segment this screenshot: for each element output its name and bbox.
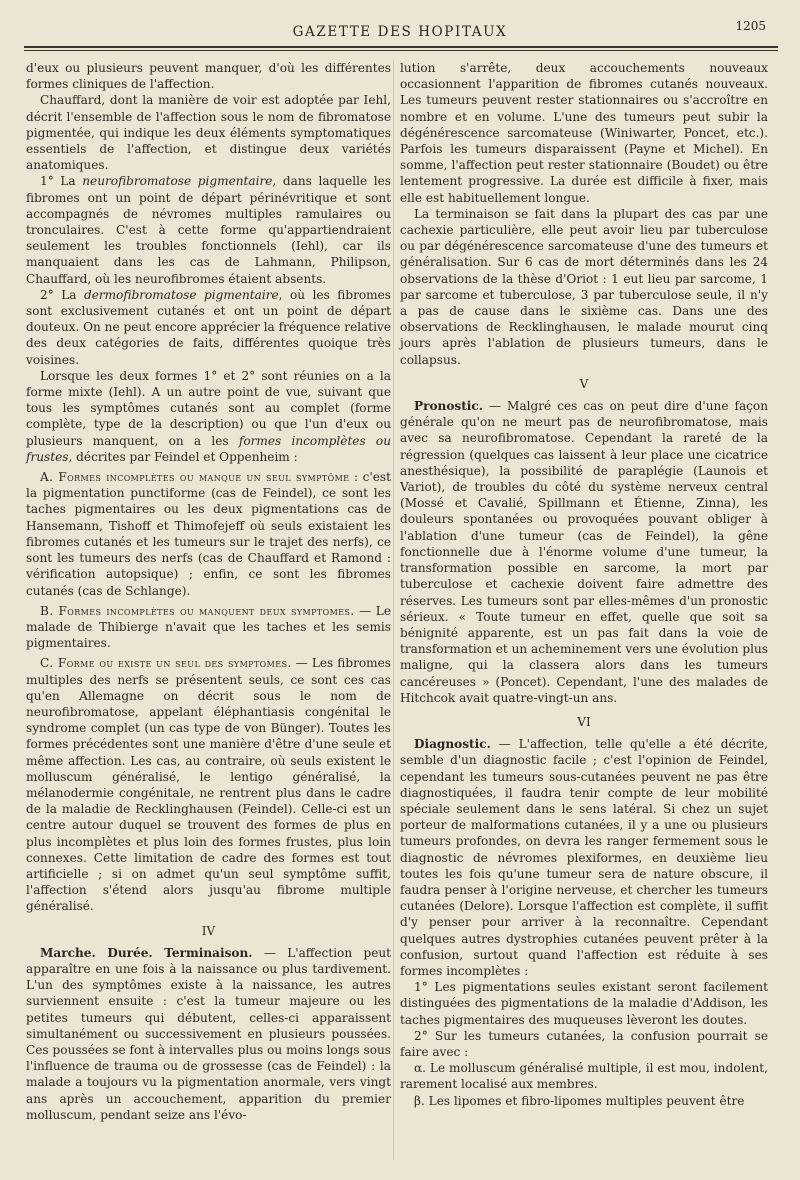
paragraph: 1° Les pigmentations seules existant seront facilement distinguées des pigmentations de la maladie d'Addison, les taches pigmentaires des muqueuses lèveront les doutes.	[400, 980, 768, 1027]
section-number: V	[579, 376, 589, 391]
paragraph: lution s'arrête, deux accouchements nouveaux occasionnent l'apparition de fibromes cutanés nouveaux. Les tumeurs peuvent rester stationnaires ou s'accroître en nombre et en volume. L'une des tumeurs peut subir la dégénérescence sarcomateuse (Winiwarter, Poncet, etc.). Parfois les tumeurs disparaissent (Payne et Michel). En somme, l'affection peut rester stationnaire (Boudet) ou être lentement progressive. La durée est difficile à fixer, mais elle est habituellement longue.	[400, 61, 768, 205]
left-column	[26, 60, 391, 1123]
journal-title: GAZETTE DES HOPITAUX	[292, 24, 508, 40]
paragraph: Diagnostic. — L'affection, telle qu'elle a été décrite, semble d'un diagnostic facile ; c'est l'opinion de Feindel, cependant les tumeurs sous-cutanées peuvent ne pas être diagnostiquées, il faudra tenir compte de leur mobilité spéciale seulement dans le sens latéral. Si chez un sujet porteur de malformations cutanées, il y a une ou plusieurs tumeurs profondes, on devra les ranger fermement sous le diagnostic de névromes plexiformes, en deuxième lieu toutes les fois qu'une tumeur sera de nature obscure, il faudra penser à l'origine nerveuse, et chercher les tumeurs cutanées (Delore). Lorsque l'affection est complète, il suffit d'y penser pour arriver à la reconnaître. Cependant quelques autres dystrophies cutanées peuvent prêter à la confusion, surtout quand l'affection est réduite à ses formes incomplètes :	[400, 737, 768, 978]
paragraph: Marche. Durée. Terminaison. — L'affection peut apparaître en une fois à la naissance ou plus tardivement. L'un des symptômes existe à la naissance, les autres surviennent ensuite : c'est la tumeur majeure ou les petites tumeurs qui débutent, celles-ci apparaissent simultanément ou successivement en plusieurs poussées. Ces poussées se font à intervalles plus ou moins longs sous l'influence de trauma ou de grossesse (cas de Feindel) : la malade a toujours vu la pigmentation anormale, vers vingt ans après un accouchement, apparition du premier molluscum, pendant seize ans l'évo-	[26, 945, 392, 1122]
header-rule	[24, 46, 778, 51]
paragraph: 2° Sur les tumeurs cutanées, la confusion pourrait se faire avec :	[400, 1028, 768, 1059]
page-number: 1205	[735, 19, 766, 33]
paragraph: 1° La neurofibromatose pigmentaire, dans laquelle les fibromes ont un point de départ périnévritique et sont accompagnés de névromes multiples ramulaires ou tronculaires. C'est à cette forme qu'appartiendraient seulement les troubles fonctionnels (Iehl), car ils manquaient dans les cas de Lahmann, Philipson, Chauffard, où les neurofibromes étaient absents.	[26, 174, 392, 286]
paragraph-form-a: A. Formes incomplètes ou manque un seul symptôme : c'est la pigmentation punctiforme (cas de Feindel), ce sont les taches pigmentaires ou les deux pigmentations cas de Hansemann, Tishoff et Thimofejeff où seuls existaient les fibromes cutanés et les tumeurs sur le trajet des nerfs), ce sont les tumeurs des nerfs (cas de Chauffard et Ramond : vérification autopsique) ; enfin, ce sont les fibromes cutanés (cas de Schlange).	[26, 470, 391, 598]
section-number: IV	[201, 923, 216, 938]
section-number: VI	[577, 714, 591, 729]
paragraph: d'eux ou plusieurs peuvent manquer, d'où les différentes formes cliniques de l'affection.	[26, 61, 391, 92]
paragraph: Pronostic. — Malgré ces cas on peut dire d'une façon générale qu'on ne meurt pas de neurofibromatose, mais avec sa neurofibromatose. Cependant la rareté de la régression (quelques cas laissent à leur place une cicatrice anesthésique), la possibilité de paraplégie (Launois et Variot), de troubles du côté du système nerveux central (Mossé et Cavalié, Spillmann et Étienne, Zinna), les douleurs spontanées ou provoquées pouvant obliger à l'ablation d'une tumeur (cas de Feindel), la gêne fonctionnelle due à l'énorme volume d'une tumeur, la transformation possible en sarcome, la mort par tuberculose et cachexie doivent faire admettre des réserves. Les tumeurs sont par elles-mêmes d'un pronostic sérieux. « Toute tumeur en effet, quelle que soit sa bénignité apparente, est un pas fait dans la voie de transformation et un acheminement vers une évolution plus maligne, qui la classera alors dans les tumeurs cancéreuses » (Poncet). Cependant, l'une des malades de Hitchcok avait quatre-vingt-un ans.	[400, 399, 768, 705]
right-column	[400, 60, 768, 1109]
paragraph: α. Le molluscum généralisé multiple, il est mou, indolent, rarement localisé aux membres.	[400, 1061, 768, 1092]
paragraph: 2° La dermofibromatose pigmentaire, où les fibromes sont exclusivement cutanés et ont un point de départ douteux. On ne peut encore apprécier la fréquence relative des deux catégories de faits, différentes quoique très voisines.	[26, 287, 392, 367]
column-divider	[393, 60, 394, 1160]
page-header	[0, 16, 800, 46]
paragraph-form-b: B. Formes incomplètes ou manquent deux symptomes. — Le malade de Thibierge n'avait que les taches et les semis pigmentaires.	[26, 603, 391, 651]
paragraph: La terminaison se fait dans la plupart des cas par une cachexie particulière, elle peut avoir lieu par tuberculose ou par dégénérescence sarcomateuse d'une des tumeurs et généralisation. Sur 6 cas de mort déterminés dans les 24 observations de la thèse d'Oriot : 1 eut lieu par sarcome, 1 par sarcome et tuberculose, 3 par tuberculose seule, il n'y a pas de cause dans le sixième cas. Dans une des observations de Recklinghausen, le malade mourut cinq jours après l'ablation de plusieurs tumeurs, dans le collapsus.	[400, 206, 768, 367]
paragraph: Chauffard, dont la manière de voir est adoptée par Iehl, décrit l'ensemble de l'affection sous le nom de fibromatose pigmentée, qui indique les deux éléments symptomatiques essentiels de l'affection, et distingue deux variétés anatomiques.	[26, 93, 391, 173]
paragraph: Lorsque les deux formes 1° et 2° sont réunies on a la forme mixte (Iehl). A un autre point de vue, suivant que tous les symptômes cutanés sont au complet (forme complète, type de la description) ou que l'un d'eux ou plusieurs manquent, on a les formes incomplètes ou frustes, décrites par Feindel et Oppenheim :	[26, 368, 392, 464]
paragraph: β. Les lipomes et fibro-lipomes multiples peuvent être	[414, 1093, 745, 1108]
paragraph-form-c: C. Forme ou existe un seul des symptomes. — Les fibromes multiples des nerfs se présentent seuls, ce sont ces cas qu'en Allemagne on décrit sous le nom de neurofibromatose, appelant éléphantiasis congénital le syndrome complet (un cas type de von Bünger). Toutes les formes précédentes sont une manière d'être d'une seule et même affection. Les cas, au contraire, où seuls existent le molluscum généralisé, le lentigo généralisé, la mélanodermie congénitale, ne rentrent plus dans le cadre de la maladie de Recklinghausen (Feindel). Celle-ci est un centre autour duquel se trouvent des formes de plus en plus incomplètes et plus loin des formes frustes, plus loin connexes. Cette limitation de cadre des formes est tout artificielle ; si on admet qu'un seul symptôme suffit, l'affection s'étend alors jusqu'au fibrome multiple généralisé.	[26, 656, 391, 914]
